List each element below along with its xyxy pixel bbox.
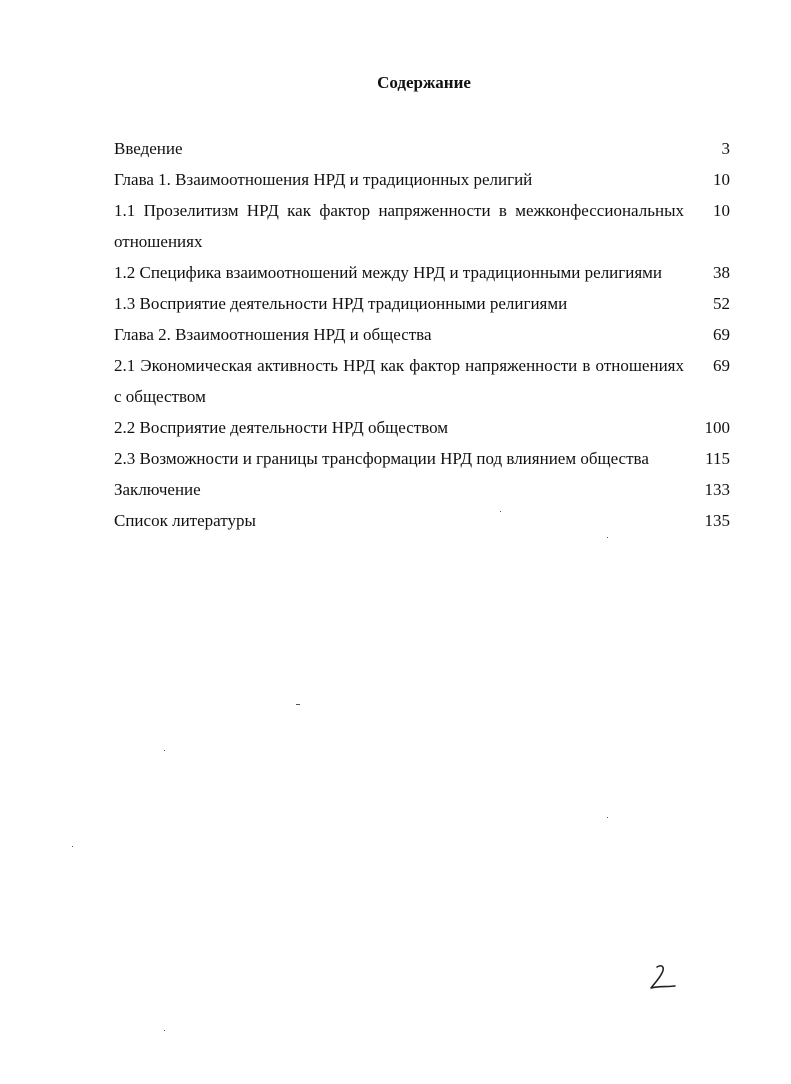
toc-entry (114, 505, 730, 536)
toc-entry (114, 133, 730, 164)
toc-entry-text: 1.3 Восприятие деятельности НРД традиционными религиями (114, 294, 568, 313)
toc-entry-page: 100 (704, 418, 730, 437)
handwritten-page-number (648, 962, 678, 992)
scan-artifact (164, 1030, 165, 1031)
toc-entry-page: 10 (713, 201, 730, 220)
toc-entry-page: 3 (721, 139, 730, 158)
toc-entry-page: 115 (705, 449, 730, 468)
toc-entry (114, 164, 730, 195)
scan-artifact (607, 537, 608, 538)
toc-entry-text: Список литературы (114, 511, 256, 530)
scan-artifact (500, 511, 501, 512)
scan-artifact (164, 750, 165, 751)
toc-entry (114, 257, 730, 288)
toc-entry-page: 69 (713, 325, 730, 344)
toc-entry-text: 2.2 Восприятие деятельности НРД обществом (114, 418, 449, 437)
toc-entry-text: Заключение (114, 480, 201, 499)
toc-entry-text: 1.1 Прозелитизм НРД как фактор напряженности в межконфессиональных отношениях (114, 201, 684, 251)
toc-entry (114, 474, 730, 505)
toc-entry-page: 133 (704, 480, 730, 499)
toc-entry (114, 288, 730, 319)
toc-entry (114, 319, 730, 350)
scan-artifact (607, 817, 608, 818)
toc-entry (114, 350, 730, 412)
toc-title: Содержание (377, 73, 471, 92)
toc-entry (114, 443, 730, 474)
toc-entry-page: 69 (713, 356, 730, 375)
toc-entry-text: Глава 2. Взаимоотношения НРД и общества (114, 325, 432, 344)
scan-artifact (296, 704, 300, 705)
toc-entry-text: 1.2 Специфика взаимоотношений между НРД и традиционными религиями (114, 263, 663, 282)
toc-entry (114, 412, 730, 443)
toc-entry-page: 10 (713, 170, 730, 189)
toc-list (114, 133, 730, 536)
toc-entry-page: 38 (713, 263, 730, 282)
toc-entry-text: Введение (114, 139, 183, 158)
toc-entry-page: 135 (704, 511, 730, 530)
toc-entry (114, 195, 730, 257)
toc-entry-text: 2.1 Экономическая активность НРД как фактор напряженности в отношениях с обществом (114, 356, 684, 406)
toc-entry-text: Глава 1. Взаимоотношения НРД и традиционных религий (114, 170, 533, 189)
toc-entry-text: 2.3 Возможности и границы трансформации НРД под влиянием общества (114, 449, 649, 468)
toc-entry-page: 52 (713, 294, 730, 313)
scan-artifact (72, 846, 73, 847)
